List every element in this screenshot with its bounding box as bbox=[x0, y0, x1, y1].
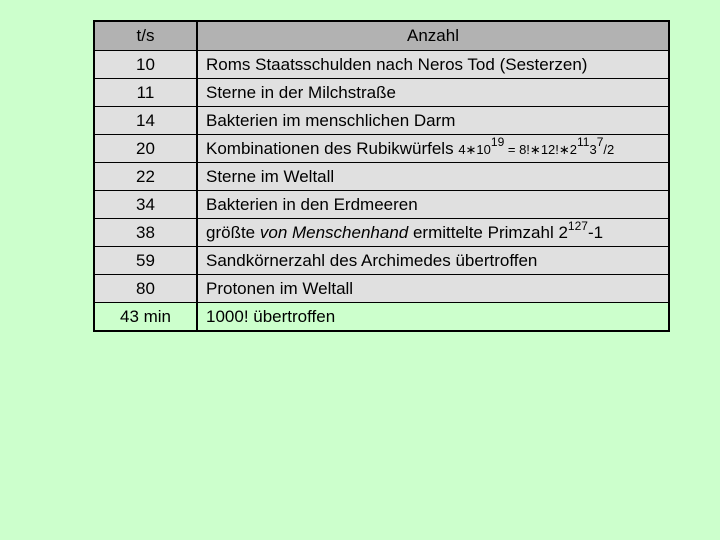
prime-exponent: 127 bbox=[567, 218, 588, 233]
data-table bbox=[95, 22, 668, 330]
time-cell: 14 bbox=[95, 106, 198, 134]
table-row bbox=[95, 134, 668, 162]
table-header-row bbox=[95, 22, 668, 50]
prime-tail: -1 bbox=[587, 222, 604, 242]
formula-exp-7: 7 bbox=[596, 134, 604, 149]
table-row bbox=[95, 302, 668, 330]
description-cell: Sterne im Weltall bbox=[198, 162, 668, 190]
time-cell: 34 bbox=[95, 190, 198, 218]
formula-exp-19: 19 bbox=[490, 134, 505, 149]
time-cell: 11 bbox=[95, 78, 198, 106]
description-text: Kombinationen des Rubikwürfels bbox=[206, 138, 459, 158]
formula-base: 4∗10 bbox=[458, 141, 491, 157]
time-cell: 43 min bbox=[95, 302, 198, 330]
time-cell: 59 bbox=[95, 246, 198, 274]
formula-three: 3 bbox=[589, 141, 597, 157]
header-anzahl: Anzahl bbox=[198, 22, 668, 50]
time-cell: 10 bbox=[95, 50, 198, 78]
table-row bbox=[95, 50, 668, 78]
header-time: t/s bbox=[95, 22, 198, 50]
table-row bbox=[95, 190, 668, 218]
table-row bbox=[95, 162, 668, 190]
time-cell: 38 bbox=[95, 218, 198, 246]
table-row bbox=[95, 246, 668, 274]
time-cell: 80 bbox=[95, 274, 198, 302]
description-cell: 1000! übertroffen bbox=[198, 302, 668, 330]
rubik-formula bbox=[458, 134, 615, 157]
formula-tail: /2 bbox=[603, 141, 615, 157]
table-row bbox=[95, 106, 668, 134]
table-row bbox=[95, 218, 668, 246]
description-cell bbox=[198, 218, 668, 246]
description-cell: Roms Staatsschulden nach Neros Tod (Sesterzen) bbox=[198, 50, 668, 78]
formula-mid: = 8!∗12!∗2 bbox=[504, 141, 578, 157]
description-emphasis: von Menschenhand bbox=[259, 222, 409, 242]
table-row bbox=[95, 274, 668, 302]
description-text-a: größte bbox=[206, 222, 260, 242]
table-row bbox=[95, 78, 668, 106]
description-cell: Bakterien in den Erdmeeren bbox=[198, 190, 668, 218]
formula-exp-11: 11 bbox=[577, 134, 590, 149]
description-cell: Protonen im Weltall bbox=[198, 274, 668, 302]
description-text-b: ermittelte Primzahl 2 bbox=[408, 222, 568, 242]
description-cell: Sandkörnerzahl des Archimedes übertroffen bbox=[198, 246, 668, 274]
time-cell: 22 bbox=[95, 162, 198, 190]
description-cell: Bakterien im menschlichen Darm bbox=[198, 106, 668, 134]
description-cell: Sterne in der Milchstraße bbox=[198, 78, 668, 106]
time-cell: 20 bbox=[95, 134, 198, 162]
description-cell bbox=[198, 134, 668, 162]
data-table-frame bbox=[93, 20, 670, 332]
